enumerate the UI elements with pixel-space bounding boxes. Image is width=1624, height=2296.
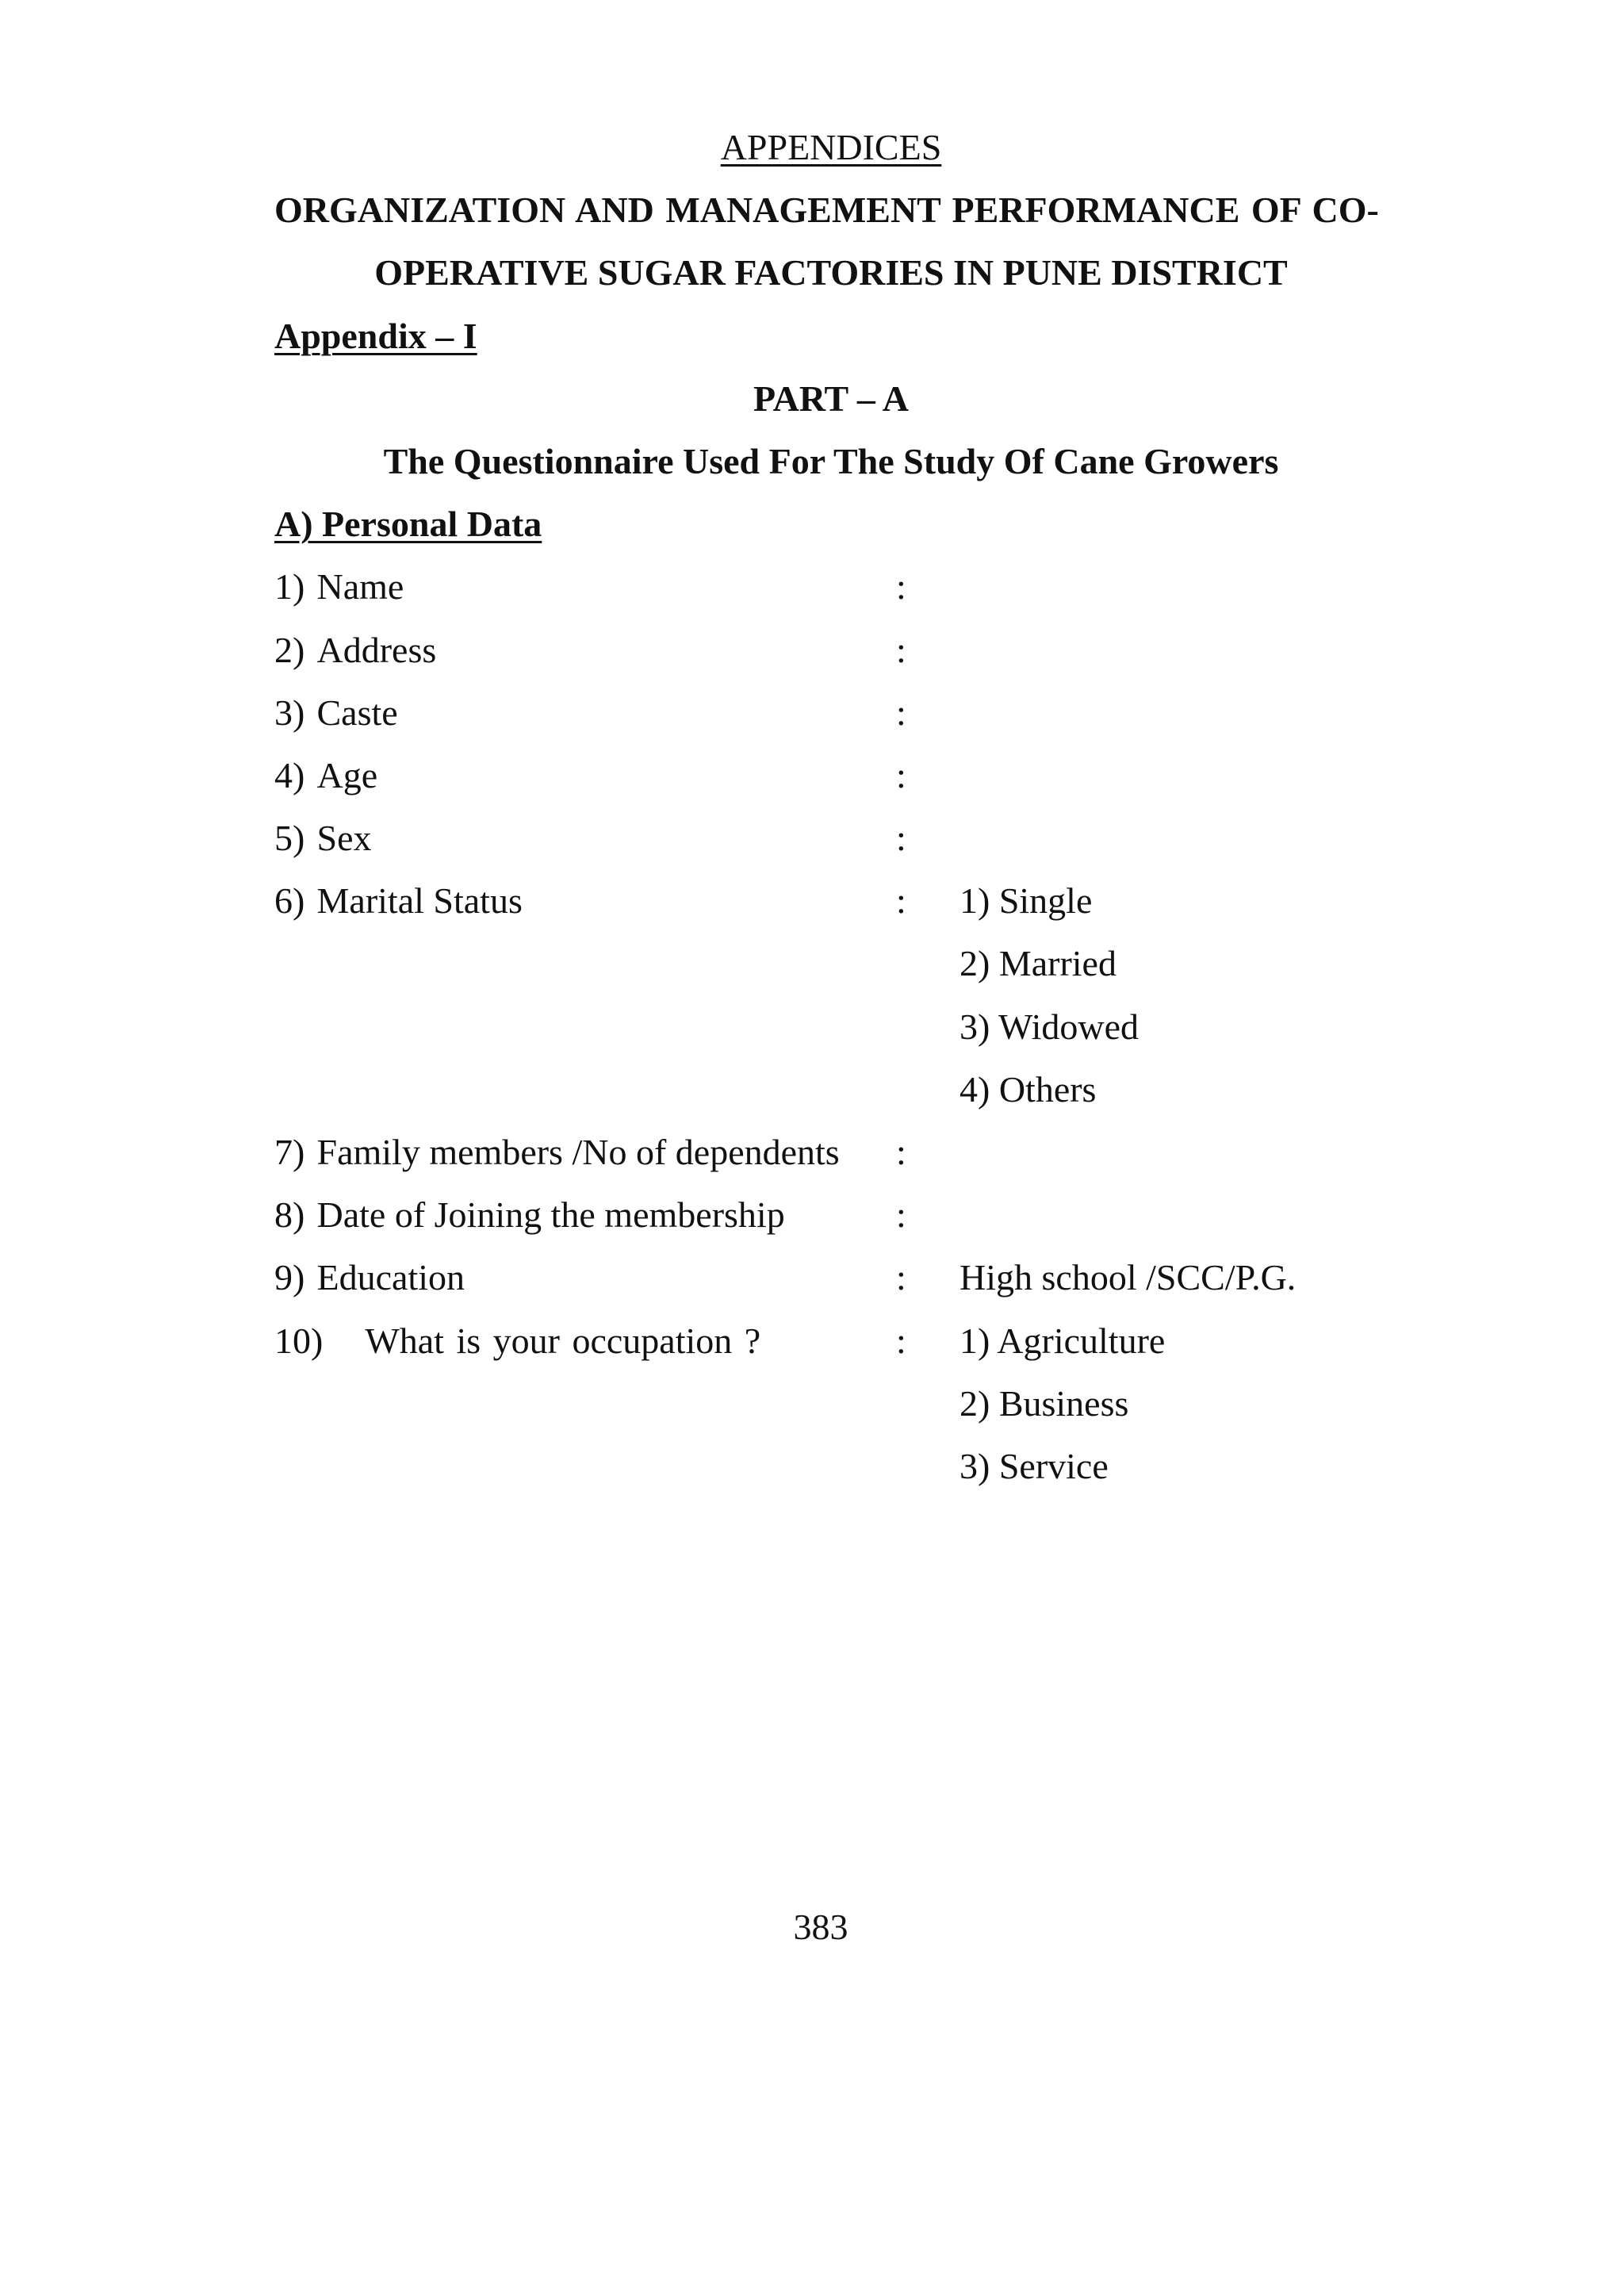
field-separator: :	[896, 880, 906, 922]
page-number: 383	[793, 1907, 848, 1947]
field-row-occupation	[274, 1309, 1388, 1372]
appendix-label-row	[274, 305, 1388, 367]
document-heading-line-2: OPERATIVE SUGAR FACTORIES IN PUNE DISTRICT	[374, 252, 1288, 293]
field-number: 1)	[274, 566, 305, 608]
field-label: Education	[316, 1257, 465, 1298]
education-answer: High school /SCC/P.G.	[959, 1257, 1297, 1298]
field-separator: :	[896, 629, 906, 670]
option-agriculture: 1) Agriculture	[959, 1320, 1166, 1361]
field-label: Caste	[316, 692, 398, 733]
option-others: 4) Others	[959, 1068, 1097, 1110]
field-number: 5)	[274, 818, 305, 859]
option-row	[274, 1058, 1388, 1121]
field-row-caste	[274, 681, 1388, 744]
option-widowed: 3) Widowed	[959, 1006, 1139, 1047]
option-row	[274, 995, 1388, 1058]
field-row-date-of-joining	[274, 1183, 1388, 1246]
part-label: PART – A	[753, 378, 910, 419]
field-label: Date of Joining the membership	[316, 1194, 785, 1236]
field-label: Name	[316, 566, 404, 608]
option-service: 3) Service	[959, 1445, 1109, 1486]
option-row	[274, 1435, 1388, 1497]
field-label: Sex	[316, 818, 372, 859]
field-row-age	[274, 744, 1388, 807]
field-row-name	[274, 555, 1388, 618]
option-business: 2) Business	[959, 1382, 1129, 1424]
field-number: 3)	[274, 692, 305, 733]
field-label: Marital Status	[316, 880, 523, 922]
questionnaire-subtitle: The Questionnaire Used For The Study Of Cane Growers	[383, 440, 1279, 481]
field-row-marital-status	[274, 869, 1388, 932]
appendices-title: APPENDICES	[720, 127, 942, 167]
document-heading-line-1: ORGANIZATION AND MANAGEMENT PERFORMANCE OF CO-	[274, 190, 1379, 231]
option-row	[274, 1372, 1388, 1435]
field-number: 7)	[274, 1132, 305, 1172]
field-label: What is your occupation ?	[365, 1320, 761, 1361]
field-label: Age	[316, 754, 378, 795]
field-label: Address	[316, 629, 437, 670]
field-separator: :	[896, 692, 906, 733]
field-number: 10)	[274, 1320, 324, 1361]
field-separator: :	[896, 818, 906, 859]
field-number: 9)	[274, 1257, 305, 1298]
field-number: 6)	[274, 880, 305, 922]
appendices-title-row	[274, 116, 1388, 178]
field-label: Family members /No of dependents	[316, 1132, 840, 1172]
page-content	[274, 116, 1388, 1497]
field-separator: :	[896, 1257, 906, 1298]
section-heading-row	[274, 493, 1388, 555]
field-number: 8)	[274, 1194, 305, 1236]
field-number: 4)	[274, 754, 305, 795]
field-separator: :	[896, 1320, 906, 1361]
option-single: 1) Single	[959, 880, 1093, 922]
appendix-label: Appendix – I	[274, 315, 477, 356]
field-separator: :	[896, 566, 906, 608]
field-row-sex	[274, 807, 1388, 869]
option-married: 2) Married	[959, 943, 1116, 984]
option-row	[274, 932, 1388, 995]
field-row-family-members	[274, 1121, 1388, 1183]
field-separator: :	[896, 754, 906, 795]
field-separator: :	[896, 1132, 906, 1172]
field-row-address	[274, 619, 1388, 681]
section-heading: A) Personal Data	[274, 504, 542, 545]
field-separator: :	[896, 1194, 906, 1236]
field-number: 2)	[274, 629, 305, 670]
field-row-education	[274, 1246, 1388, 1309]
